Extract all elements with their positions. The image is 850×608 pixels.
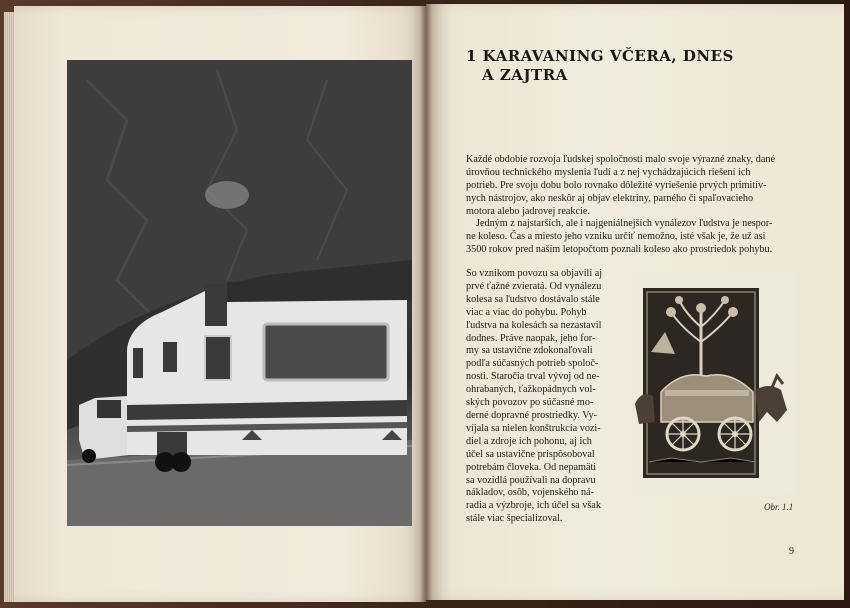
text-line: Jedným z najstarších, ale i najgeniálnejších vynálezov ľudstva je nespor- [476, 218, 773, 229]
text-line: So vznikom povozu sa objavili aj [466, 268, 603, 279]
text-line: potrieb. Pre svoju dobu bolo rovnako dôležité vyriešenie prvých primitív- [466, 179, 767, 191]
text-line: ohrabaných, ťažkopádnych vol- [466, 384, 596, 396]
text-line: nákladov, osôb, vojenského ná- [466, 487, 595, 499]
text-line: účel sa ustavične prispôsoboval [466, 448, 595, 460]
text-line: kolesa sa ľudstvo dostávalo stále [466, 293, 600, 305]
text-line: podľa súčasných potrieb spoloč- [466, 358, 599, 370]
caravan-photo-illustration [67, 60, 412, 526]
text-line: derné dopravné prostriedky. Vy- [466, 409, 597, 421]
text-line: sa vozidlá používali na dopravu [466, 474, 596, 486]
book-gutter [420, 0, 432, 608]
text-line: nosti. Staročia trval vývoj od ne- [466, 371, 600, 383]
text-line: my sa ustavične zdokonaľovali [466, 345, 593, 357]
text-line: víjala sa nielen konštrukcia vozi- [466, 422, 601, 434]
text-line: 3500 rokov pred naším letopočtom poznali koleso ako prostriedok pohybu. [466, 243, 773, 255]
text-line: ne koleso. Čas a miesto jeho vzniku určiť nemožno, isté však je, že už asi [466, 230, 766, 242]
chapter-title-line2: A ZAJTRA [482, 66, 568, 84]
text-line: ských povozov po súčasné mo- [466, 397, 594, 409]
text-line: radia a výzbroje, ich účel sa však [466, 500, 601, 512]
figure-wagon-illustration [631, 272, 796, 494]
text-line: nych nástrojov, ako neskôr aj objav elektriny, parného či spaľovacieho [466, 192, 754, 204]
chapter-title [466, 47, 796, 85]
text-line: ľudstva na kolesách sa nezastavil [466, 319, 602, 331]
paragraph-intro [466, 154, 794, 219]
page-number: 9 [789, 546, 794, 557]
text-line: stále viac špecializoval. [466, 513, 563, 525]
text-line: motora alebo jadrovej reakcie. [466, 205, 590, 217]
text-line: dodnes. Práve naopak, jeho for- [466, 332, 596, 344]
paragraph-column [466, 268, 626, 526]
text-line: prvé ťažné zvieratá. Od vynálezu [466, 280, 602, 292]
wagon-illustration [631, 272, 796, 494]
chapter-title-line1: 1 KARAVANING VČERA, DNES [466, 47, 734, 65]
text-line: diel a zdroje ich pohonu, aj ich [466, 435, 592, 447]
figure-caption: Obr. 1.1 [764, 502, 794, 512]
caravan-photo [67, 60, 412, 526]
text-line: Každé obdobie rozvoja ľudskej spoločnosti malo svoje výrazné znaky, dané [466, 154, 776, 165]
text-line: úrovňou technického myslenia ľudí a z nej vychádzajúcich riešení ich [466, 166, 751, 178]
paragraph-wheel [466, 218, 794, 257]
text-line: viac a viac do pohybu. Pohyb [466, 306, 587, 318]
text-line: potrebám človeka. Od nepamäti [466, 461, 597, 473]
